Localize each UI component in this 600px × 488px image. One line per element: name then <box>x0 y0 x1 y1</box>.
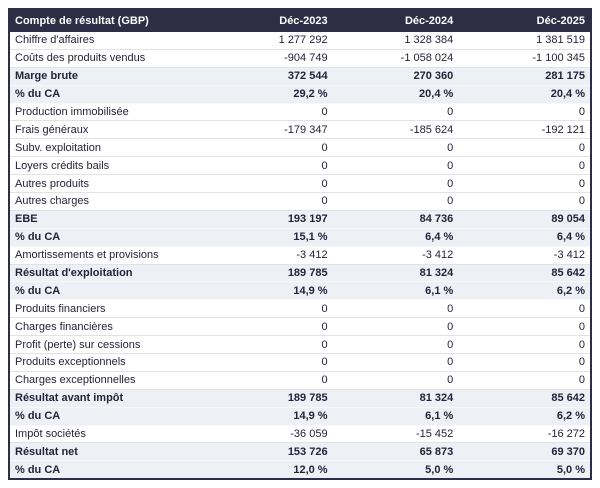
table-row <box>9 32 591 49</box>
row-value: 20,4 % <box>333 85 459 103</box>
row-value: 0 <box>333 193 459 211</box>
table-row <box>9 336 591 354</box>
row-label: % du CA <box>9 282 207 300</box>
row-value: 5,0 % <box>333 461 459 479</box>
row-value: 0 <box>333 300 459 318</box>
row-value: 15,1 % <box>207 228 333 246</box>
header-row <box>9 9 591 32</box>
row-label: % du CA <box>9 85 207 103</box>
header-period-3: Déc-2025 <box>458 9 591 32</box>
row-label: Autres produits <box>9 175 207 193</box>
row-value: 6,2 % <box>458 407 591 425</box>
row-label: Résultat d'exploitation <box>9 264 207 282</box>
row-label: % du CA <box>9 407 207 425</box>
row-value: 0 <box>207 318 333 336</box>
row-label: Coûts des produits vendus <box>9 49 207 67</box>
table-row <box>9 425 591 443</box>
row-label: % du CA <box>9 228 207 246</box>
row-value: -1 100 345 <box>458 49 591 67</box>
row-value: 0 <box>207 354 333 372</box>
row-label: Produits financiers <box>9 300 207 318</box>
table-row <box>9 407 591 425</box>
row-value: -3 412 <box>458 246 591 264</box>
row-label: Chiffre d'affaires <box>9 32 207 49</box>
row-value: -185 624 <box>333 121 459 139</box>
row-value: 12,0 % <box>207 461 333 479</box>
row-value: 0 <box>458 193 591 211</box>
row-value: 270 360 <box>333 67 459 85</box>
table-row <box>9 157 591 175</box>
row-value: 89 054 <box>458 210 591 228</box>
row-value: -15 452 <box>333 425 459 443</box>
income-statement-table <box>8 8 592 480</box>
row-label: Charges exceptionnelles <box>9 371 207 389</box>
row-label: Marge brute <box>9 67 207 85</box>
row-label: Produits exceptionnels <box>9 354 207 372</box>
row-value: 0 <box>207 103 333 121</box>
row-label: Impôt sociétés <box>9 425 207 443</box>
row-value: 0 <box>458 300 591 318</box>
row-value: 0 <box>458 318 591 336</box>
income-statement-body <box>9 32 591 479</box>
header-period-2: Déc-2024 <box>333 9 459 32</box>
row-value: 1 381 519 <box>458 32 591 49</box>
row-value: 0 <box>458 175 591 193</box>
table-row <box>9 461 591 479</box>
row-value: 0 <box>207 193 333 211</box>
table-row <box>9 121 591 139</box>
row-value: 14,9 % <box>207 282 333 300</box>
row-value: -904 749 <box>207 49 333 67</box>
table-row <box>9 175 591 193</box>
row-value: 85 642 <box>458 389 591 407</box>
row-value: 0 <box>207 139 333 157</box>
table-row <box>9 318 591 336</box>
table-row <box>9 103 591 121</box>
row-value: 14,9 % <box>207 407 333 425</box>
header-period-1: Déc-2023 <box>207 9 333 32</box>
row-value: 0 <box>333 371 459 389</box>
row-value: 0 <box>458 103 591 121</box>
row-value: 6,4 % <box>458 228 591 246</box>
row-label: Amortissements et provisions <box>9 246 207 264</box>
row-label: Production immobilisée <box>9 103 207 121</box>
row-value: -179 347 <box>207 121 333 139</box>
row-value: -3 412 <box>207 246 333 264</box>
row-value: 6,4 % <box>333 228 459 246</box>
table-row <box>9 371 591 389</box>
row-label: EBE <box>9 210 207 228</box>
row-value: 0 <box>458 336 591 354</box>
row-label: Frais généraux <box>9 121 207 139</box>
row-label: Autres charges <box>9 193 207 211</box>
row-value: 193 197 <box>207 210 333 228</box>
table-row <box>9 389 591 407</box>
row-label: Profit (perte) sur cessions <box>9 336 207 354</box>
row-value: 0 <box>333 139 459 157</box>
row-value: -1 058 024 <box>333 49 459 67</box>
row-value: 84 736 <box>333 210 459 228</box>
row-value: 372 544 <box>207 67 333 85</box>
table-row <box>9 193 591 211</box>
table-row <box>9 264 591 282</box>
table-row <box>9 246 591 264</box>
table-row <box>9 210 591 228</box>
row-value: -192 121 <box>458 121 591 139</box>
row-label: % du CA <box>9 461 207 479</box>
row-value: 29,2 % <box>207 85 333 103</box>
table-row <box>9 67 591 85</box>
table-row <box>9 139 591 157</box>
row-value: 0 <box>207 336 333 354</box>
table-row <box>9 354 591 372</box>
table-row <box>9 282 591 300</box>
header-title: Compte de résultat (GBP) <box>9 9 207 32</box>
row-value: 0 <box>333 336 459 354</box>
row-value: 189 785 <box>207 389 333 407</box>
row-label: Résultat net <box>9 443 207 461</box>
row-value: 20,4 % <box>458 85 591 103</box>
row-value: 0 <box>333 157 459 175</box>
row-value: 0 <box>458 354 591 372</box>
table-row <box>9 85 591 103</box>
row-value: 0 <box>207 175 333 193</box>
row-value: 1 277 292 <box>207 32 333 49</box>
row-label: Loyers crédits bails <box>9 157 207 175</box>
row-value: 0 <box>333 318 459 336</box>
table-row <box>9 228 591 246</box>
row-value: 0 <box>207 300 333 318</box>
row-value: 0 <box>207 371 333 389</box>
table-row <box>9 300 591 318</box>
row-value: 0 <box>458 139 591 157</box>
row-value: 69 370 <box>458 443 591 461</box>
row-value: 0 <box>333 354 459 372</box>
row-value: 0 <box>458 157 591 175</box>
row-value: 6,1 % <box>333 282 459 300</box>
row-value: 153 726 <box>207 443 333 461</box>
row-label: Résultat avant impôt <box>9 389 207 407</box>
row-value: 189 785 <box>207 264 333 282</box>
row-value: 0 <box>207 157 333 175</box>
row-value: 1 328 384 <box>333 32 459 49</box>
row-value: 0 <box>333 175 459 193</box>
row-value: 81 324 <box>333 264 459 282</box>
row-value: 0 <box>458 371 591 389</box>
row-value: -36 059 <box>207 425 333 443</box>
row-value: -3 412 <box>333 246 459 264</box>
row-label: Subv. exploitation <box>9 139 207 157</box>
row-value: 85 642 <box>458 264 591 282</box>
row-value: 5,0 % <box>458 461 591 479</box>
table-row <box>9 443 591 461</box>
row-label: Charges financières <box>9 318 207 336</box>
row-value: 281 175 <box>458 67 591 85</box>
table-row <box>9 49 591 67</box>
row-value: 6,1 % <box>333 407 459 425</box>
row-value: 0 <box>333 103 459 121</box>
row-value: 65 873 <box>333 443 459 461</box>
row-value: 6,2 % <box>458 282 591 300</box>
row-value: 81 324 <box>333 389 459 407</box>
row-value: -16 272 <box>458 425 591 443</box>
